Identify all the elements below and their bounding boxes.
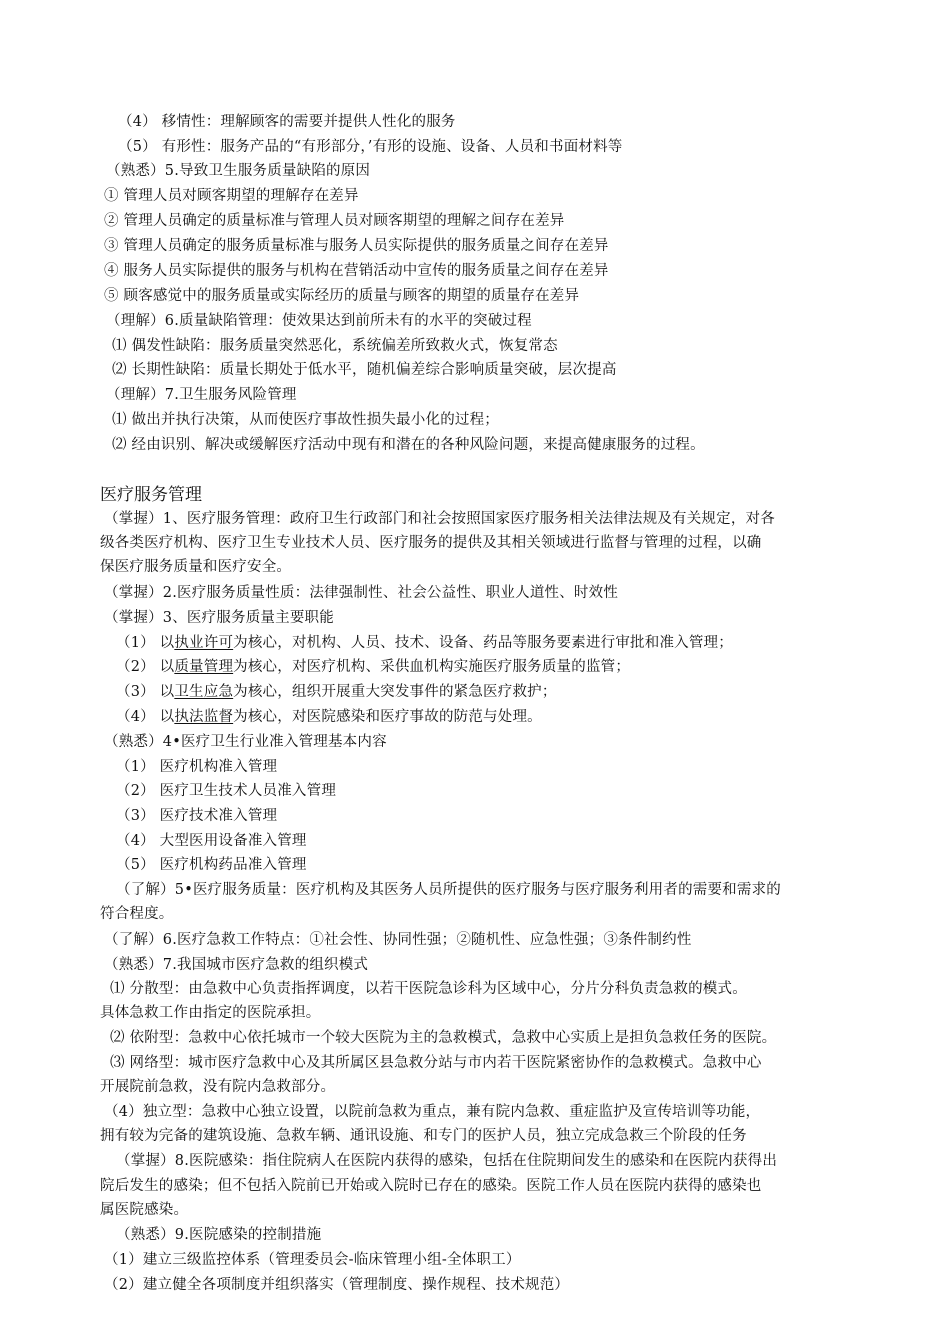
function-item [116, 682, 557, 702]
function-text: 为核心，组织开展重大突发事件的紧急医疗救护； [233, 684, 557, 700]
text-line: （4） 移情性：理解顾客的需要并提供人性化的服务 [118, 114, 456, 130]
list-item: （1）建立三级监控体系（管理委员会-临床管理小组-全体职工） [104, 1252, 521, 1268]
text-line: （了解）6.医疗急救工作特点：①社会性、协同性强；②随机性、应急性强；③条件制约性 [104, 932, 692, 948]
function-text: 为核心，对医疗机构、采供血机构实施医疗服务质量的监管； [233, 659, 631, 675]
function-prefix: （4） 以 [116, 709, 175, 725]
text-line: 保医疗服务质量和医疗安全。 [100, 559, 292, 575]
list-item: （5） 医疗机构药品准入管理 [116, 857, 307, 873]
text-line: ⑵ 依附型：急救中心依托城市一个较大医院为主的急救模式，急救中心实质上是担负急救任务的医院。 [110, 1030, 777, 1046]
function-item [116, 633, 733, 653]
function-text: 为核心，对医院感染和医疗事故的防范与处理。 [233, 709, 542, 725]
text-line: （5） 有形性：服务产品的“有形部分，’有形的设施、设备、人员和书面材料等 [118, 139, 623, 155]
list-item: （3） 医疗技术准入管理 [116, 808, 278, 824]
function-prefix: （3） 以 [116, 684, 175, 700]
function-prefix: （1） 以 [116, 635, 175, 651]
function-prefix: （2） 以 [116, 659, 175, 675]
text-line: ⑤ 顾客感觉中的服务质量或实际经历的质量与顾客的期望的质量存在差异 [104, 288, 580, 304]
text-line: 属医院感染。 [100, 1202, 189, 1218]
text-line: （掌握）1、医疗服务管理：政府卫生行政部门和社会按照国家医疗服务相关法律法规及有关规定，对各 [104, 511, 775, 527]
list-item: （4） 大型医用设备准入管理 [116, 833, 307, 849]
text-line: 具体急救工作由指定的医院承担。 [100, 1005, 321, 1021]
text-line: （了解）5•医疗服务质量：医疗机构及其医务人员所提供的医疗服务与医疗服务利用者的需要和需求的 [116, 882, 781, 898]
list-item: （2） 医疗卫生技术人员准入管理 [116, 783, 337, 799]
text-line: （熟悉）5.导致卫生服务质量缺陷的原因 [106, 163, 371, 179]
text-line: ③ 管理人员确定的服务质量标准与服务人员实际提供的服务质量之间存在差异 [104, 238, 609, 254]
text-line: （掌握）2.医疗服务质量性质：法律强制性、社会公益性、职业人道性、时效性 [104, 585, 619, 601]
function-item [116, 657, 630, 677]
text-line: （熟悉）9.医院感染的控制措施 [116, 1227, 322, 1243]
text-line: （4）独立型：急救中心独立设置，以院前急救为重点，兼有院内急救、重症监护及宣传培训等功能， [104, 1104, 761, 1120]
text-line: （熟悉）4•医疗卫生行业准入管理基本内容 [104, 734, 387, 750]
text-line: 拥有较为完备的建筑设施、急救车辆、通讯设施、和专门的医护人员，独立完成急救三个阶段的任务 [100, 1128, 747, 1144]
text-line: ① 管理人员对顾客期望的理解存在差异 [104, 188, 359, 204]
text-line: ⑴ 偶发性缺陷：服务质量突然恶化，系统偏差所致救火式，恢复常态 [112, 338, 558, 354]
section-heading: 医疗服务管理 [100, 485, 202, 505]
function-item [116, 707, 542, 727]
text-line: （掌握）8.医院感染：指住院病人在医院内获得的感染，包括在住院期间发生的感染和在医院内获得出 [116, 1153, 778, 1169]
text-line: （理解）6.质量缺陷管理：使效果达到前所未有的水平的突破过程 [106, 313, 532, 329]
text-line: （熟悉）7.我国城市医疗急救的组织模式 [104, 957, 369, 973]
list-item: （2）建立健全各项制度并组织落实（管理制度、操作规程、技术规范） [104, 1277, 570, 1293]
function-text: 为核心，对机构、人员、技术、设备、药品等服务要素进行审批和准入管理； [233, 635, 733, 651]
text-line: （掌握）3、医疗服务质量主要职能 [104, 610, 334, 626]
underlined-term: 卫生应急 [174, 684, 234, 700]
underlined-term: 质量管理 [174, 659, 234, 675]
text-line: （理解）7.卫生服务风险管理 [106, 387, 297, 403]
text-line: ⑴ 分散型：由急救中心负责指挥调度，以若干医院急诊科为区域中心，分片分科负责急救的模式。 [110, 981, 747, 997]
text-line: 开展院前急救，没有院内急救部分。 [100, 1079, 336, 1095]
text-line: 院后发生的感染；但不包括入院前已开始或入院时已存在的感染。医院工作人员在医院内获得的感染也 [100, 1178, 762, 1194]
text-line: ⑴ 做出并执行决策，从而使医疗事故性损失最小化的过程； [112, 412, 500, 428]
text-line: ② 管理人员确定的质量标准与管理人员对顾客期望的理解之间存在差异 [104, 213, 565, 229]
list-item: （1） 医疗机构准入管理 [116, 759, 278, 775]
text-line: ⑵ 长期性缺陷：质量长期处于低水平，随机偏差综合影响质量突破，层次提高 [112, 362, 617, 378]
text-line: 符合程度。 [100, 906, 174, 922]
text-line: ⑵ 经由识别、解决或缓解医疗活动中现有和潜在的各种风险问题，来提高健康服务的过程。 [112, 437, 705, 453]
underlined-term: 执业许可 [174, 635, 234, 651]
text-line: 级各类医疗机构、医疗卫生专业技术人员、医疗服务的提供及其相关领域进行监督与管理的过程，以确 [100, 535, 762, 551]
underlined-term: 执法监督 [174, 709, 234, 725]
text-line: ④ 服务人员实际提供的服务与机构在营销活动中宣传的服务质量之间存在差异 [104, 263, 609, 279]
text-line: ⑶ 网络型：城市医疗急救中心及其所属区县急救分站与市内若干医院紧密协作的急救模式。急救中心 [110, 1055, 762, 1071]
